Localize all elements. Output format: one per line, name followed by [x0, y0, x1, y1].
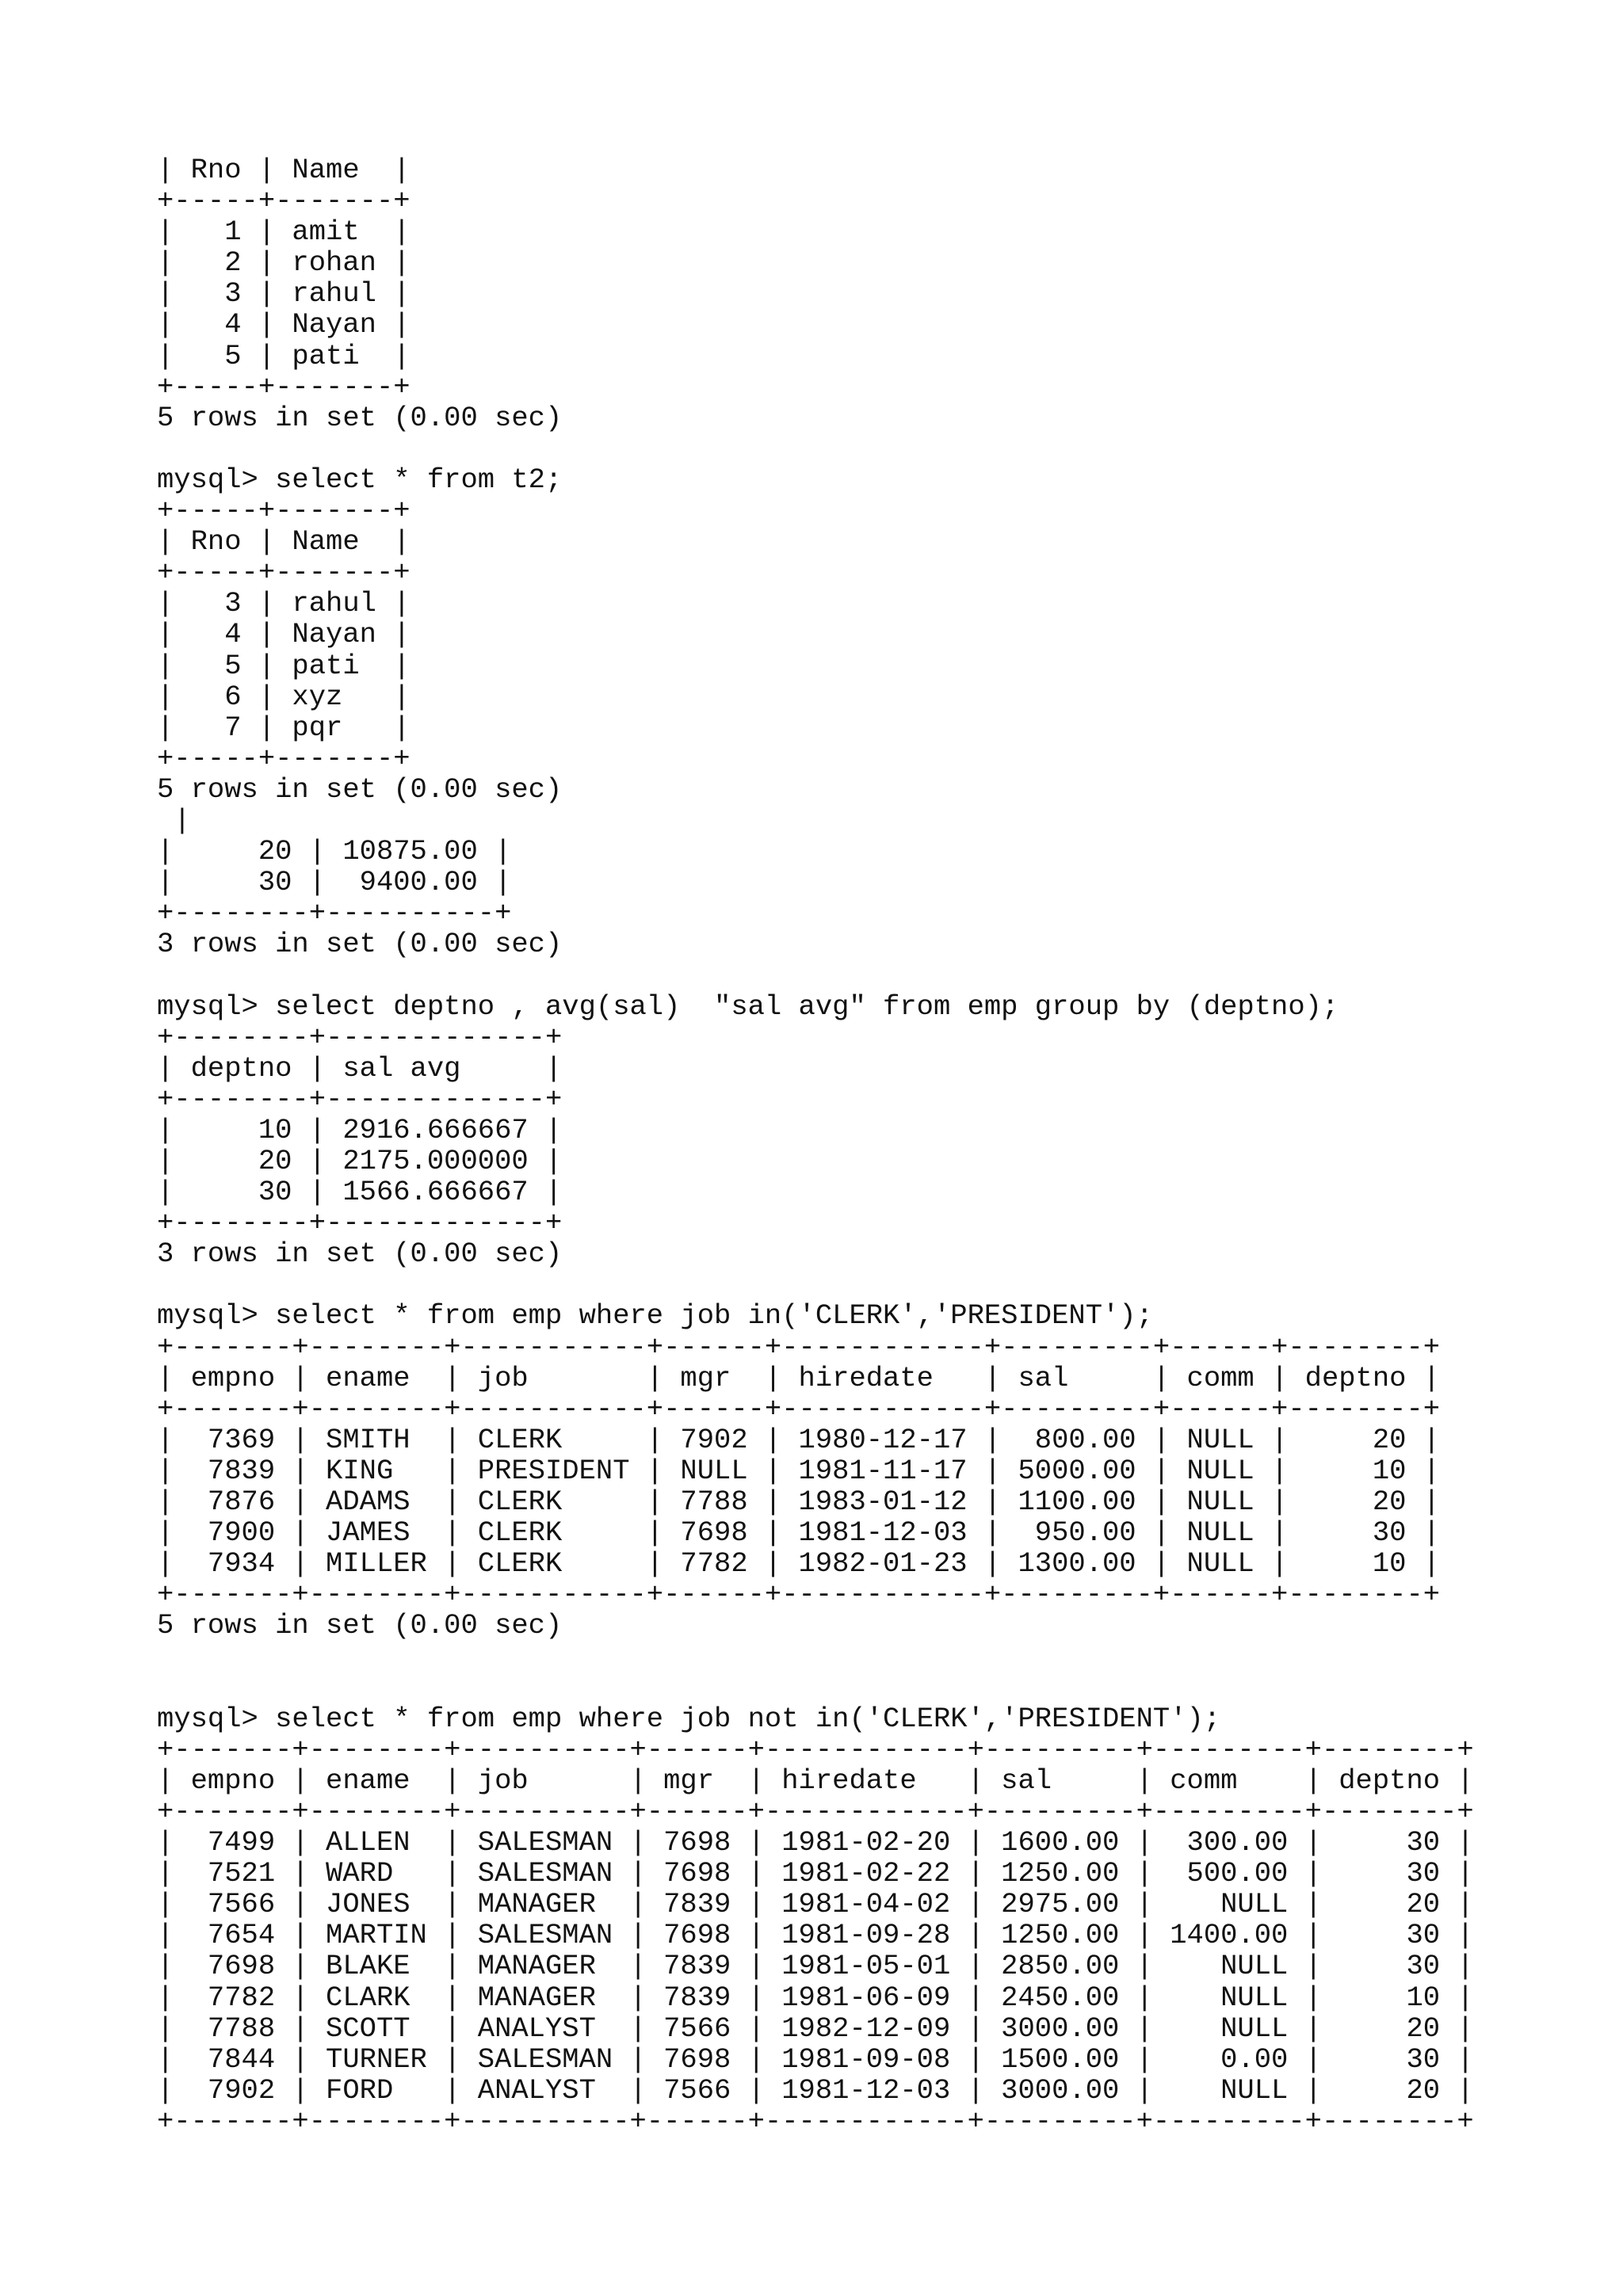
table-row: | 3 | rahul |: [157, 587, 411, 620]
table-row: | 7369 | SMITH | CLERK | 7902 | 1980-12-17 | 800.00 | NULL | 20 |: [157, 1423, 1441, 1456]
table-row: | empno | ename | job | mgr | hiredate | sal | comm | deptno |: [157, 1764, 1474, 1797]
blank-line: [157, 1672, 1474, 1703]
table-border-line: +--------+----------+: [157, 897, 512, 930]
blank-line: [157, 959, 1474, 990]
table-row: | 7934 | MILLER | CLERK | 7782 | 1982-01-23 | 1300.00 | NULL | 10 |: [157, 1547, 1441, 1581]
table-row: | 7876 | ADAMS | CLERK | 7788 | 1983-01-12 | 1100.00 | NULL | 20 |: [157, 1486, 1441, 1519]
table-row: | 6 | xyz |: [157, 680, 411, 713]
table-row: | 7521 | WARD | SALESMAN | 7698 | 1981-02-22 | 1250.00 | 500.00 | 30 |: [157, 1857, 1474, 1890]
table-row: | 5 | pati |: [157, 649, 411, 682]
table-row: | 20 | 2175.000000 |: [157, 1145, 563, 1177]
sql-query-line: mysql> select * from emp where job not in('CLERK','PRESIDENT');: [157, 1702, 1221, 1735]
table-row: | 7499 | ALLEN | SALESMAN | 7698 | 1981-02-20 | 1600.00 | 300.00 | 30 |: [157, 1826, 1474, 1859]
table-border-line: +-------+--------+-----------+------+------------+---------+------+--------+: [157, 1578, 1441, 1611]
table-border-line: +-----+-------+: [157, 370, 411, 403]
mysql-console-output: [157, 154, 1474, 2137]
table-row: | 7839 | KING | PRESIDENT | NULL | 1981-11-17 | 5000.00 | NULL | 10 |: [157, 1454, 1441, 1487]
table-border-line: +-------+--------+----------+------+------------+---------+---------+--------+: [157, 2104, 1474, 2138]
table-row: | 7902 | FORD | ANALYST | 7566 | 1981-12-03 | 3000.00 | NULL | 20 |: [157, 2073, 1474, 2107]
blank-line: [157, 433, 1474, 464]
table-row: | Rno | Name |: [157, 154, 411, 186]
result-summary-line: 5 rows in set (0.00 sec): [157, 401, 563, 434]
table-row: | 4 | Nayan |: [157, 308, 411, 341]
table-border-line: +-------+--------+----------+------+------------+---------+---------+--------+: [157, 1794, 1474, 1828]
blank-line: [157, 1642, 1474, 1672]
table-row: | 10 | 2916.666667 |: [157, 1113, 563, 1146]
table-border-line: +--------+-------------+: [157, 1207, 563, 1240]
table-row: | empno | ename | job | mgr | hiredate | sal | comm | deptno |: [157, 1361, 1441, 1394]
table-row: | 5 | pati |: [157, 339, 411, 372]
sql-query-line: mysql> select * from t2;: [157, 463, 563, 496]
table-row: | 7900 | JAMES | CLERK | 7698 | 1981-12-03 | 950.00 | NULL | 30 |: [157, 1516, 1441, 1550]
table-row: | 7844 | TURNER | SALESMAN | 7698 | 1981-09-08 | 1500.00 | 0.00 | 30 |: [157, 2042, 1474, 2076]
table-border-line: +--------+-------------+: [157, 1082, 563, 1116]
table-border-line: +-------+--------+-----------+------+------------+---------+------+--------+: [157, 1330, 1441, 1363]
table-row: | 3 | rahul |: [157, 277, 411, 311]
table-row: | 4 | Nayan |: [157, 618, 411, 651]
table-border-line: +-------+--------+-----------+------+------------+---------+------+--------+: [157, 1392, 1441, 1425]
blank-line: [157, 1269, 1474, 1300]
table-border-line: +-----+-------+: [157, 556, 411, 589]
table-row: | 20 | 10875.00 |: [157, 835, 512, 868]
table-border-line: +-----+-------+: [157, 494, 411, 528]
table-border-line: +-----+-------+: [157, 185, 411, 218]
result-summary-line: 5 rows in set (0.00 sec): [157, 772, 563, 806]
result-summary-line: 5 rows in set (0.00 sec): [157, 1609, 563, 1642]
table-row: | 1 | amit |: [157, 215, 411, 249]
result-summary-line: 3 rows in set (0.00 sec): [157, 1238, 563, 1271]
table-row: | 30 | 9400.00 |: [157, 866, 512, 899]
table-row: | 7788 | SCOTT | ANALYST | 7566 | 1982-12-09 | 3000.00 | NULL | 20 |: [157, 2012, 1474, 2045]
console-line: |: [157, 803, 191, 837]
table-row: | 2 | rohan |: [157, 246, 411, 280]
table-row: | deptno | sal avg |: [157, 1051, 563, 1085]
table-border-line: +--------+-------------+: [157, 1020, 563, 1054]
table-row: | 7566 | JONES | MANAGER | 7839 | 1981-04-02 | 2975.00 | NULL | 20 |: [157, 1888, 1474, 1921]
sql-query-line: mysql> select * from emp where job in('CLERK','PRESIDENT');: [157, 1299, 1153, 1333]
table-row: | 7654 | MARTIN | SALESMAN | 7698 | 1981-09-28 | 1250.00 | 1400.00 | 30 |: [157, 1919, 1474, 1952]
table-border-line: +-------+--------+----------+------+------------+---------+---------+--------+: [157, 1733, 1474, 1766]
table-row: | Rno | Name |: [157, 525, 411, 559]
table-border-line: +-----+-------+: [157, 742, 411, 775]
sql-query-line: mysql> select deptno , avg(sal) "sal avg" from emp group by (deptno);: [157, 990, 1339, 1023]
result-summary-line: 3 rows in set (0.00 sec): [157, 928, 563, 961]
table-row: | 7 | pqr |: [157, 711, 411, 744]
table-row: | 30 | 1566.666667 |: [157, 1176, 563, 1209]
table-row: | 7698 | BLAKE | MANAGER | 7839 | 1981-05-01 | 2850.00 | NULL | 30 |: [157, 1950, 1474, 1983]
table-row: | 7782 | CLARK | MANAGER | 7839 | 1981-06-09 | 2450.00 | NULL | 10 |: [157, 1981, 1474, 2014]
